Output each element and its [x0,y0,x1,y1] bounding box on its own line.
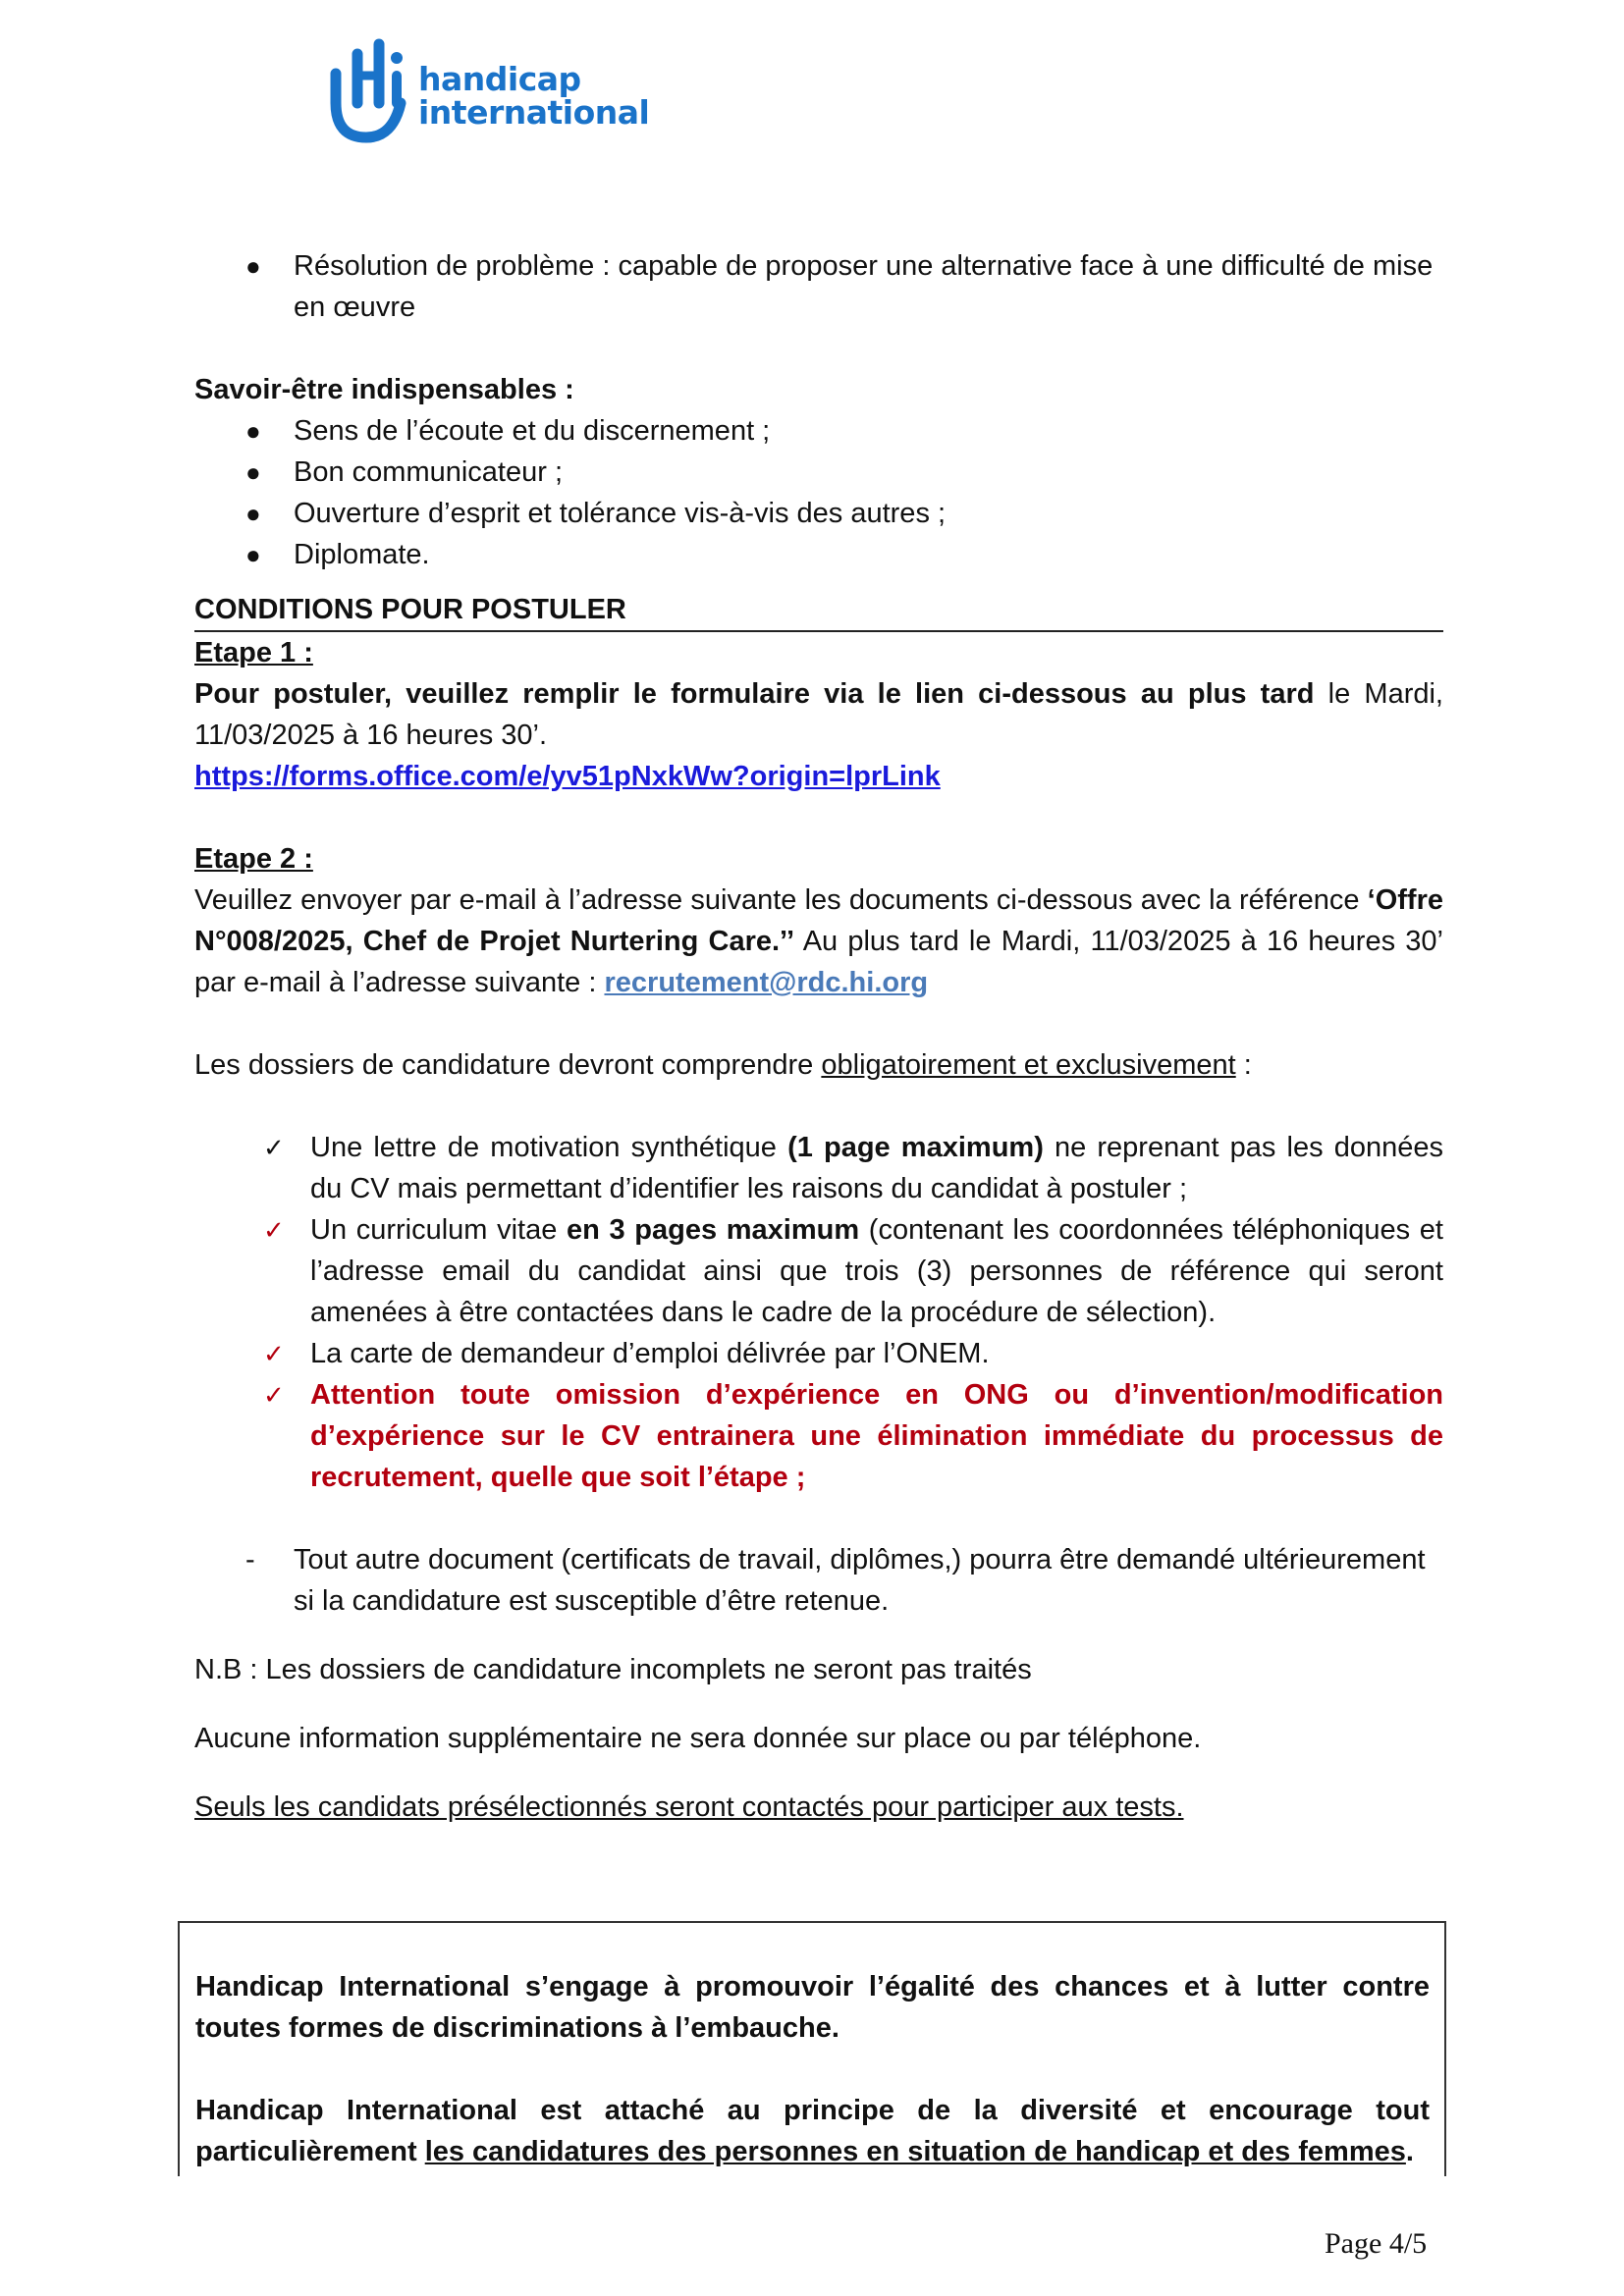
savoir-etre-list [194,410,1443,575]
documents-checklist [263,1127,1443,1498]
list-item: ✓ Un curriculum vitae en 3 pages maximum (contenant les coordonnées téléphoniques et l’adresse email du candidat ainsi que trois (3) personnes de référence qui seront amenées à être contactées dans le cadre de la procédure de sélection). [263,1209,1443,1333]
checkmark-icon: ✓ [263,1215,285,1245]
bullet-icon: ● [245,499,261,528]
conditions-heading: CONDITIONS POUR POSTULER [194,589,1443,632]
other-documents-note: - Tout autre document (certificats de travail, diplômes,) pourra être demandé ultérieurement si la candidature est susceptible d’être retenue. [194,1539,1443,1622]
list-item-warning: ✓ Attention toute omission d’expérience en ONG ou d’invention/modification d’expérience sur le CV entrainera une élimination immédiate du processus de recrutement, quelle que soit l’étape ; [263,1374,1443,1498]
logo-line-1: handicap [418,59,581,98]
list-item: ● Diplomate. [194,534,1443,575]
bullet-icon: ● [245,251,261,281]
list-item: ✓ La carte de demandeur d’emploi délivrée par l’ONEM. [263,1333,1443,1374]
list-item: ● Bon communicateur ; [194,452,1443,493]
notice-paragraph-2: Handicap International est attaché au principe de la diversité et encourage tout particulièrement les candidatures des personnes en situation de handicap et des femmes. [195,2095,1430,2167]
savoir-etre-heading: Savoir-être indispensables : [194,374,574,405]
document-body [194,245,1443,1828]
bullet-icon: ● [245,457,261,487]
step-1-label: Etape 1 : [194,637,313,668]
list-item: ● Ouverture d’esprit et tolérance vis-à-vis des autres ; [194,493,1443,534]
step-2-label: Etape 2 : [194,843,313,875]
step-2-text: Veuillez envoyer par e-mail à l’adresse suivante les documents ci-dessous avec la référence ‘Offre N°008/2025, Chef de Projet Nurtering Care.’’ Au plus tard le Mardi, 11/03/2025 à 16 heures 30’ par e-mail à l’adresse suivante : recrutement@rdc.hi.org [194,884,1443,998]
dash-bullet-icon: - [245,1544,255,1575]
page-number: Page 4/5 [1325,2227,1428,2260]
list-item: ● Sens de l’écoute et du discernement ; [194,410,1443,452]
bullet-icon: ● [245,540,261,569]
checkmark-icon: ✓ [263,1380,285,1410]
logo-wordmark [418,59,650,132]
list-item: ● Résolution de problème : capable de proposer une alternative face à une difficulté de mise en œuvre [194,245,1443,328]
list-item: ✓ Une lettre de motivation synthétique (1 page maximum) ne reprenant pas les données du CV mais permettant d’identifier les raisons du candidat à postuler ; [263,1127,1443,1209]
bullet-icon: ● [245,416,261,446]
logo-line-2: international [418,92,650,132]
checkmark-icon: ✓ [263,1339,285,1368]
recruitment-email-link[interactable]: recrutement@rdc.hi.org [604,967,929,998]
hand-hi-logo-icon [322,34,410,147]
shortlist-note: Seuls les candidats présélectionnés seront contactés pour participer aux tests. [194,1791,1184,1823]
step-1-text: Pour postuler, veuillez remplir le formulaire via le lien ci-dessous au plus tard le Mardi, 11/03/2025 à 16 heures 30’. [194,678,1443,751]
no-info-note: Aucune information supplémentaire ne sera donnée sur place ou par téléphone. [194,1723,1202,1754]
notice-paragraph-1: Handicap International s’engage à promouvoir l’égalité des chances et à lutter contre toutes formes de discriminations à l’embauche. [195,1971,1430,2044]
equal-opportunity-notice [178,1921,1446,2176]
intro-bullet-list [194,245,1443,328]
application-form-link[interactable]: https://forms.office.com/e/yv51pNxkWw?origin=lprLink [194,761,941,792]
nb-note: N.B : Les dossiers de candidature incomplets ne seront pas traités [194,1654,1032,1685]
handicap-international-logo [322,29,656,152]
checkmark-icon: ✓ [263,1133,285,1162]
dossier-intro: Les dossiers de candidature devront comprendre obligatoirement et exclusivement : [194,1049,1252,1081]
offer-reference: ‘Offre N°008/2025, Chef de Projet Nurtering Care.’’ [194,884,1443,957]
